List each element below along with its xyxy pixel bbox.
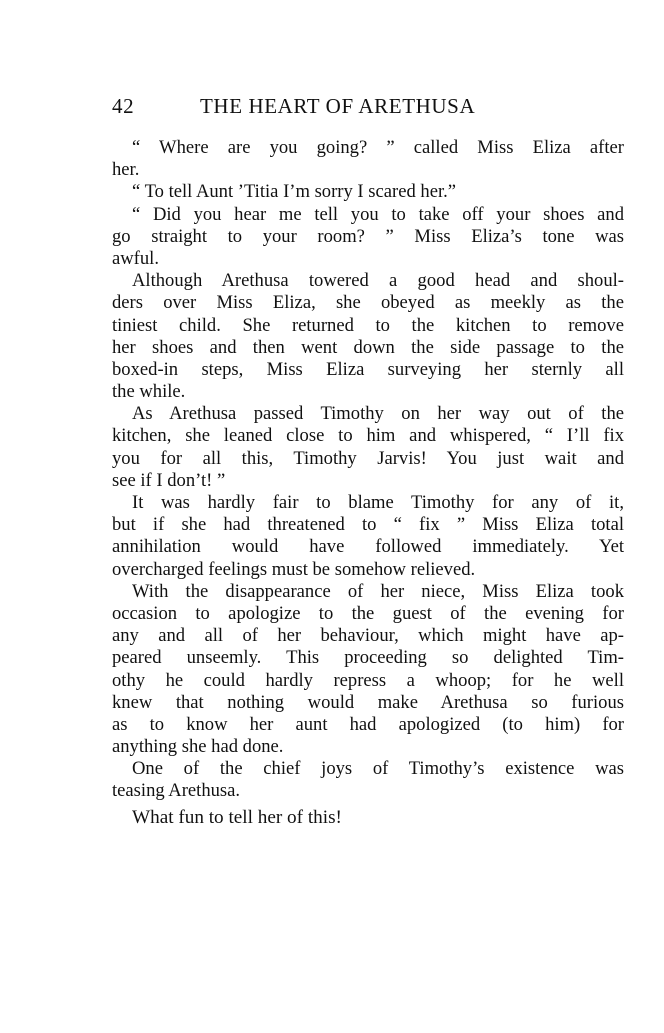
text-line: tiniest child. She returned to the kitchen to remove: [112, 314, 624, 336]
text-line: Although Arethusa towered a good head and shoul-: [132, 270, 624, 292]
text-line: One of the chief joys of Timothy’s existence was: [132, 758, 624, 780]
page-number: 42: [112, 94, 135, 118]
body-text: [112, 137, 624, 829]
text-line: go straight to your room? ” Miss Eliza’s tone was: [112, 225, 624, 247]
text-line: as to know her aunt had apologized (to him) for: [112, 713, 624, 735]
text-line: annihilation would have followed immediately. Yet: [112, 536, 624, 558]
text-line: the while.: [112, 381, 186, 403]
text-line: “ Where are you going? ” called Miss Eliza after: [132, 137, 624, 158]
text-line: occasion to apologize to the guest of the evening for: [112, 602, 624, 624]
text-line: othy he could hardly repress a whoop; for he well: [112, 669, 624, 691]
text-line: any and all of her behaviour, which might have ap-: [112, 625, 624, 647]
text-line: her.: [112, 159, 140, 181]
text-line: With the disappearance of her niece, Miss Eliza took: [132, 580, 624, 602]
running-title: THE HEART OF ARETHUSA: [200, 94, 476, 118]
text-line: anything she had done.: [112, 736, 284, 758]
text-line: kitchen, she leaned close to him and whispered, “ I’ll fix: [112, 425, 624, 447]
text-line: but if she had threatened to “ fix ” Miss Eliza total: [112, 514, 624, 536]
text-line: see if I don’t! ”: [112, 469, 226, 491]
running-head: [112, 94, 627, 122]
text-line: her shoes and then went down the side passage to the: [112, 336, 624, 358]
text-line: It was hardly fair to blame Timothy for any of it,: [132, 492, 624, 513]
text-line: peared unseemly. This proceeding so delighted Tim-: [112, 647, 624, 669]
text-line: What fun to tell her of this!: [132, 806, 342, 828]
text-line: knew that nothing would make Arethusa so furious: [112, 691, 624, 713]
text-line: teasing Arethusa.: [112, 780, 241, 802]
text-line: boxed-in steps, Miss Eliza surveying her sternly all: [112, 358, 624, 380]
text-line: ders over Miss Eliza, she obeyed as meekly as the: [112, 292, 624, 314]
text-line: you for all this, Timothy Jarvis! You just wait and: [112, 447, 624, 469]
text-line: overcharged feelings must be somehow relieved.: [112, 558, 476, 580]
text-line: “ To tell Aunt ’Titia I’m sorry I scared her.”: [132, 181, 457, 203]
text-line: As Arethusa passed Timothy on her way out of the: [132, 403, 624, 425]
text-line: awful.: [112, 247, 159, 269]
text-line: “ Did you hear me tell you to take off your shoes and: [132, 203, 624, 225]
